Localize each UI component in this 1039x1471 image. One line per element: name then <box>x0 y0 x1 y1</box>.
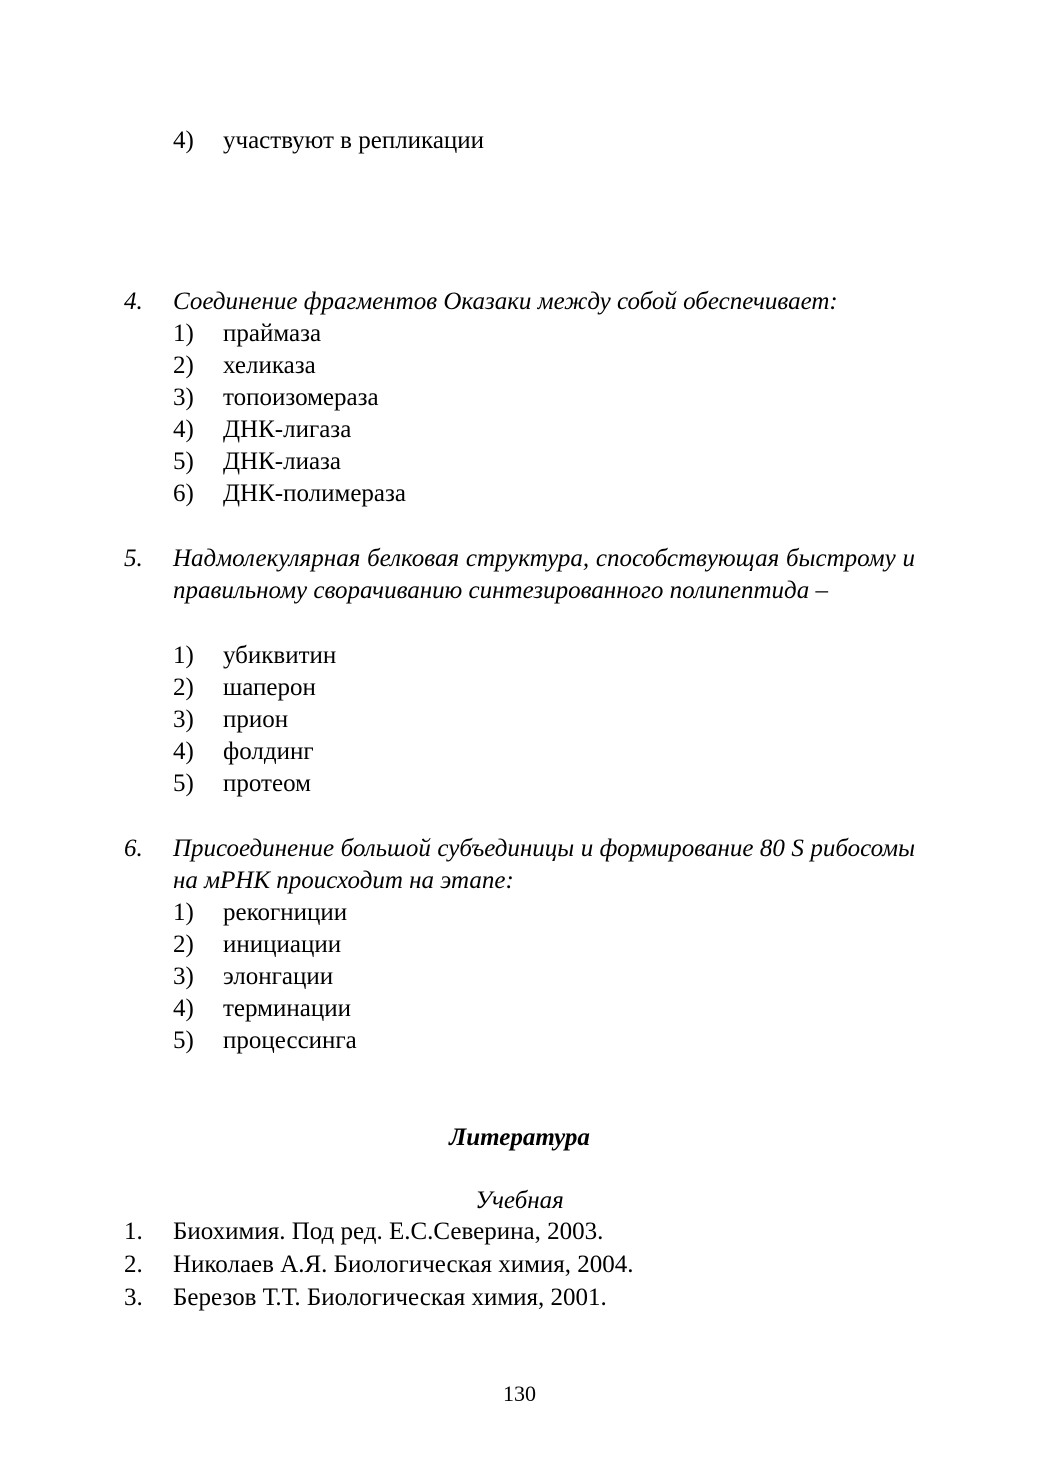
option-number: 4) <box>173 127 194 154</box>
option-text: ДНК-лиаза <box>223 448 342 475</box>
option-number: 4) <box>173 416 194 443</box>
option-text: участвуют в репликации <box>223 127 485 154</box>
option-number: 5) <box>173 770 194 797</box>
option-text: ДНК-лигаза <box>223 416 352 443</box>
option-text: фолдинг <box>223 738 314 765</box>
option-number: 1) <box>173 642 194 669</box>
question-text: Присоединение большой субъединицы и формирование 80 S рибосомы на мРНК происходит на этапе: <box>173 835 915 895</box>
option-text: рекогниции <box>223 899 348 926</box>
option-number: 3) <box>173 963 194 990</box>
option-text: процессинга <box>223 1027 357 1054</box>
question-number: 5. <box>124 545 143 572</box>
question-text: Надмолекулярная белковая структура, способствующая быстрому и правильному сворачиванию синтезированного полипептида – <box>173 545 915 605</box>
option-number: 5) <box>173 1027 194 1054</box>
page-number: 130 <box>503 1381 536 1406</box>
option-text: праймаза <box>223 320 322 347</box>
reference-text: Николаев А.Я. Биологическая химия, 2004. <box>173 1251 634 1278</box>
option-text: инициации <box>223 931 342 958</box>
question-number: 6. <box>124 835 143 862</box>
option-number: 4) <box>173 995 194 1022</box>
option-number: 5) <box>173 448 194 475</box>
literature-subheading: Учебная <box>475 1187 564 1214</box>
option-number: 1) <box>173 320 194 347</box>
literature-heading: Литература <box>449 1124 590 1151</box>
reference-text: Биохимия. Под ред. Е.С.Северина, 2003. <box>173 1218 604 1245</box>
reference-number: 2. <box>124 1251 143 1278</box>
option-text: терминации <box>223 995 351 1022</box>
reference-number: 3. <box>124 1284 143 1311</box>
option-text: прион <box>223 706 289 733</box>
option-text: ДНК-полимераза <box>223 480 406 507</box>
option-number: 3) <box>173 706 194 733</box>
option-text: элонгации <box>223 963 334 990</box>
option-text: убиквитин <box>223 642 337 669</box>
option-number: 6) <box>173 480 194 507</box>
option-text: топоизомераза <box>223 384 379 411</box>
option-number: 2) <box>173 931 194 958</box>
question-number: 4. <box>124 288 143 315</box>
reference-text: Березов Т.Т. Биологическая химия, 2001. <box>173 1284 607 1311</box>
option-number: 4) <box>173 738 194 765</box>
reference-number: 1. <box>124 1218 143 1245</box>
option-number: 2) <box>173 352 194 379</box>
option-number: 1) <box>173 899 194 926</box>
question-text: Соединение фрагментов Оказаки между собой обеспечивает: <box>173 288 838 315</box>
option-text: протеом <box>223 770 311 797</box>
option-number: 3) <box>173 384 194 411</box>
option-number: 2) <box>173 674 194 701</box>
option-text: хеликаза <box>223 352 316 379</box>
option-text: шаперон <box>223 674 316 701</box>
